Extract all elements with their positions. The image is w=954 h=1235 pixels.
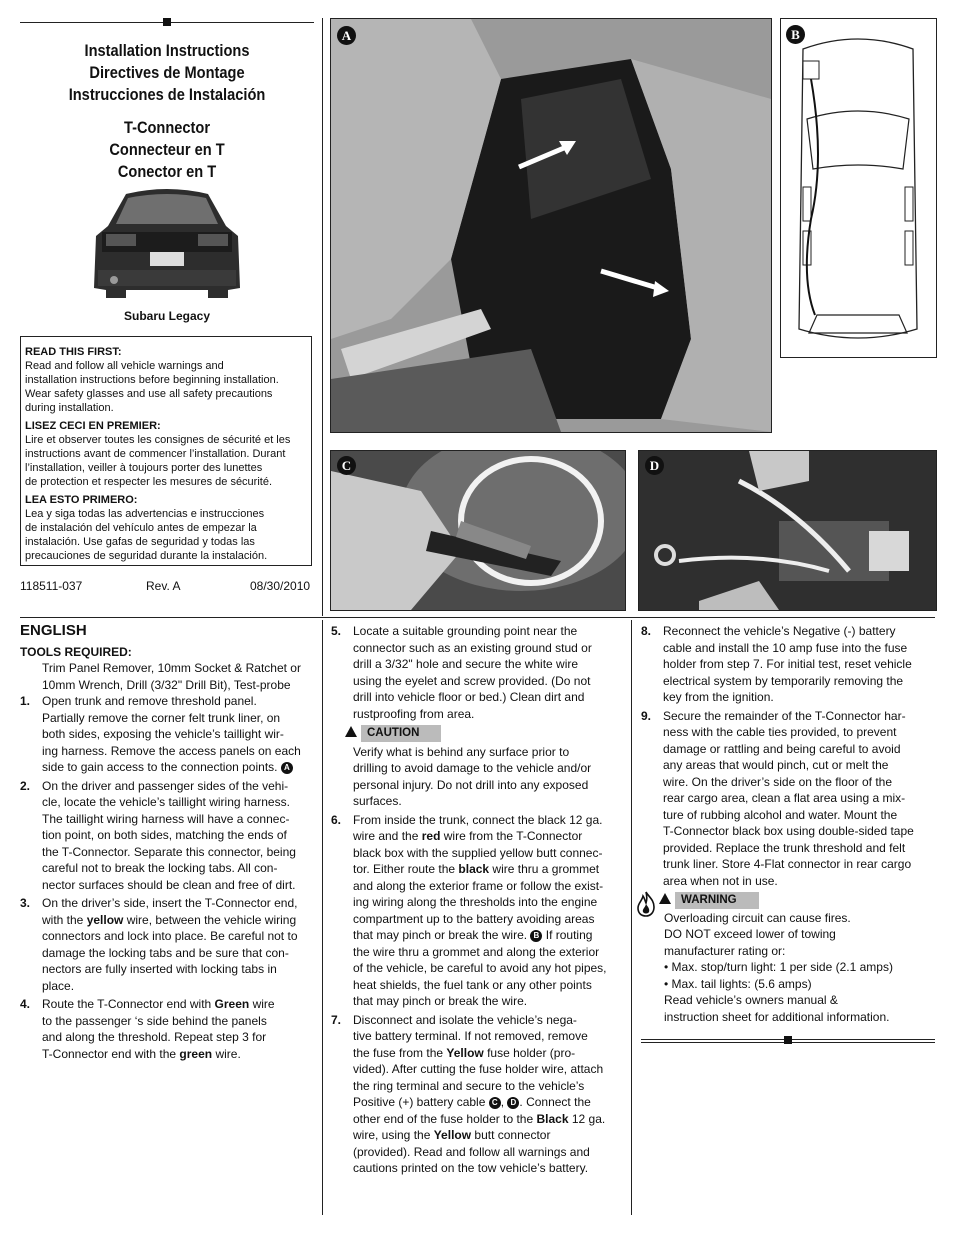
instructions-column-1: [20, 623, 314, 1064]
step-text: fuse holder (pro-: [483, 1045, 576, 1060]
step-line: rear cargo area, clean a flat area using a mix-: [663, 791, 906, 805]
step-line: key from the ignition.: [663, 690, 774, 704]
step-text: wire, between the vehicle wiring: [123, 912, 297, 927]
step-line: black box with the supplied yellow butt connec-: [353, 845, 603, 860]
step-line: of the vehicle, be careful to avoid any hot pipes,: [353, 961, 607, 975]
caution-line: personal injury. Do not drill into any exposed: [353, 777, 589, 792]
step-line: damage the locking tabs and be sure that con-: [42, 945, 289, 960]
step-emphasis: Yellow: [446, 1045, 484, 1060]
caution-block: [331, 724, 625, 810]
step-line: From inside the trunk, connect the black 12 ga.: [353, 812, 603, 827]
step-line: Partially remove the corner felt trunk liner, on: [42, 710, 281, 725]
tools-line: Trim Panel Remover, 10mm Socket & Ratchet or: [42, 661, 301, 675]
step-text: wire: [249, 997, 275, 1011]
read-first-fr-line: l’installation, veiller à toujours porter des lunettes: [25, 462, 263, 474]
column-divider-1: [322, 620, 323, 1215]
step-number: 6.: [331, 812, 342, 827]
warning-line: Overloading circuit can cause fires.: [664, 910, 851, 925]
read-first-es-line: Lea y siga todas las advertencias e instrucciones: [25, 508, 265, 520]
step-line: side to gain access to the connection points.: [42, 760, 278, 774]
warning-line: instruction sheet for additional information.: [664, 1009, 890, 1024]
header-divider: [322, 18, 323, 616]
caution-line: surfaces.: [353, 794, 402, 808]
step-text: ,: [500, 1095, 508, 1109]
step-6: [331, 812, 625, 1010]
step-line: tion point, on both sides, matching the ends of: [42, 828, 287, 842]
step-text: 12 ga.: [568, 1111, 606, 1126]
step-line: connector such as an existing ground stud or: [353, 640, 592, 655]
section-rule: [20, 617, 935, 618]
step-line: damage or rattling and being careful to avoid: [663, 741, 901, 756]
step-3: [20, 895, 314, 994]
step-text: If routing: [542, 928, 593, 942]
step-text: wire.: [212, 1046, 241, 1061]
step-line: drill into vehicle floor or bed.) Clean dirt and: [353, 690, 585, 704]
step-4: [20, 996, 314, 1062]
step-line: Disconnect and isolate the vehicle’s nega-: [353, 1012, 577, 1027]
figure-b-label: B: [786, 25, 805, 44]
step-number: 9.: [641, 708, 652, 723]
step-line: wire. On the driver’s side on the floor of the: [663, 774, 893, 789]
caution-label: CAUTION: [361, 725, 441, 742]
step-9: [641, 708, 935, 890]
read-first-en-line: installation instructions before beginning installation.: [25, 374, 279, 386]
step-7: [331, 1012, 625, 1177]
figure-d-label: D: [645, 456, 664, 475]
step-line: to the passenger ‘s side behind the panels: [42, 1013, 267, 1028]
step-line: that may pinch or break the wire.: [353, 994, 528, 1008]
step-text: wire, using the: [353, 1128, 434, 1142]
step-line: both sides, exposing the vehicle’s taillight wir-: [42, 727, 284, 741]
product-es: Conector en T: [117, 162, 217, 181]
read-first-fr-line: Lire et observer toutes les consignes de sécurité et les: [25, 434, 291, 446]
step-8: [641, 623, 935, 706]
step-number: 8.: [641, 624, 652, 638]
figure-a-photo: [330, 18, 772, 433]
instructions-column-3: [641, 623, 935, 1025]
step-line: compartment up to the battery avoiding areas: [353, 911, 595, 926]
step-line: ture of rubbing alcohol and water. Mount the: [663, 807, 898, 822]
step-line: nectors are fully inserted with locking tabs in: [42, 962, 277, 976]
warning-line: DO NOT exceed lower of towing: [664, 927, 836, 941]
warning-label: WARNING: [675, 892, 759, 909]
figure-c-label: C: [337, 456, 356, 475]
warning-icon: [659, 893, 671, 904]
revision: Rev. A: [146, 579, 181, 593]
instructions-column-2: [331, 623, 625, 1179]
read-first-heading-fr: LISEZ CECI EN PREMIER:: [25, 420, 161, 432]
step-line: any areas that would pinch, cut or melt the: [663, 758, 889, 772]
read-first-box: [20, 336, 312, 566]
date: 08/30/2010: [250, 579, 311, 593]
figure-c-photo: [330, 450, 626, 611]
step-emphasis: Yellow: [433, 1128, 472, 1142]
step-line: ing wiring along the thresholds into the engine: [353, 895, 598, 909]
read-first-fr-line: de protection et respecter les mesures de sécurité.: [25, 476, 273, 488]
read-first-es-line: instalación. Use gafas de seguridad y todas las: [25, 536, 255, 548]
title-fr: Directives de Montage: [89, 63, 245, 82]
step-text: Route the T-Connector end with: [42, 997, 215, 1011]
figure-a-illustration: [331, 19, 771, 432]
step-number: 1.: [20, 694, 31, 708]
step-line: tive battery terminal. If not removed, remove: [353, 1029, 588, 1043]
step-2: [20, 778, 314, 894]
step-line: vided). After cutting the fuse holder wire, attach: [353, 1062, 604, 1076]
step-text: that may pinch or break the wire.: [353, 928, 531, 942]
step-text: T-Connector end with the: [42, 1046, 180, 1061]
warning-block: [641, 891, 935, 1025]
step-line: connectors and lock into place. Be careful not to: [42, 929, 298, 943]
step-line: drill a 3/32" hole and secure the white wire: [353, 657, 579, 671]
step-line: holder from step 7. For initial test, reset vehicle: [663, 657, 912, 671]
step-text: Positive (+) battery cable: [353, 1095, 489, 1109]
tools-heading: TOOLS REQUIRED:: [20, 644, 132, 659]
step-text: butt connector: [471, 1128, 551, 1142]
figure-a-label: A: [337, 26, 356, 45]
step-text: wire and the: [353, 829, 422, 843]
read-first-en-line: Read and follow all vehicle warnings and: [25, 360, 224, 372]
step-line: Open trunk and remove threshold panel.: [42, 694, 257, 708]
step-line: using the eyelet and screw provided. (Do not: [353, 673, 591, 688]
step-line: (provided). Read and follow all warnings and: [353, 1144, 590, 1159]
warning-line: manufacturer rating or:: [664, 943, 786, 958]
step-line: the ring terminal and secure to the vehicle’s: [353, 1078, 585, 1093]
step-number: 7.: [331, 1012, 342, 1027]
read-first-en-line: Wear safety glasses and use all safety precautions: [25, 388, 273, 400]
step-line: cautions printed on the tow vehicle’s battery.: [353, 1161, 589, 1175]
step-line: On the driver’s side, insert the T-Connector end,: [42, 896, 298, 910]
step-line: electrical system by temporarily removing the: [663, 673, 904, 688]
figure-ref-d: D: [507, 1097, 519, 1109]
step-emphasis: yellow: [86, 912, 124, 927]
step-line: The taillight wiring harness will have a connec-: [42, 811, 290, 826]
warning-line: Read vehicle’s owners manual &: [664, 993, 838, 1007]
title-en: Installation Instructions: [84, 41, 250, 60]
step-line: ing harness. Remove the access panels on each: [42, 743, 301, 758]
step-line: Locate a suitable grounding point near the: [353, 624, 578, 638]
part-number: 118511-037: [20, 579, 83, 593]
step-line: trunk liner. Store 4-Flat connector in rear cargo: [663, 857, 912, 871]
read-first-en-line: during installation.: [25, 402, 114, 414]
step-text: wire thru a grommet: [489, 862, 600, 876]
step-emphasis: red: [421, 829, 441, 843]
step-text: wire from the T-Connector: [440, 829, 583, 843]
read-first-es-line: precauciones de seguridad durante la instalación.: [25, 550, 268, 562]
step-line: and along the threshold. Repeat step 3 for: [42, 1030, 267, 1044]
step-line: Reconnect the vehicle’s Negative (-) battery: [663, 624, 896, 638]
step-line: cle, locate the vehicle’s taillight wiring harness.: [42, 795, 290, 809]
caution-icon: [345, 726, 357, 737]
figure-d-photo: [638, 450, 937, 611]
step-number: 3.: [20, 896, 31, 910]
product-en: T-Connector: [123, 118, 211, 137]
step-text: the fuse from the: [353, 1045, 447, 1060]
caution-line: drilling to avoid damage to the vehicle and/or: [353, 761, 592, 775]
top-rule-marker: [163, 18, 171, 26]
step-emphasis: Black: [536, 1111, 569, 1126]
step-number: 4.: [20, 997, 31, 1011]
figure-b-car-diagram: [781, 19, 936, 357]
step-text: other end of the fuse holder to the: [353, 1111, 537, 1126]
warning-line: • Max. stop/turn light: 1 per side (2.1 amps): [664, 960, 893, 974]
product-fr: Connecteur en T: [109, 140, 225, 159]
figure-ref-a: A: [281, 762, 293, 774]
step-text: tor. Either route the: [353, 862, 459, 876]
step-line: On the driver and passenger sides of the vehi-: [42, 778, 289, 793]
tools-line: 10mm Wrench, Drill (3/32" Drill Bit), Test-probe: [42, 677, 291, 692]
step-line: place.: [42, 978, 75, 993]
step-line: nector surfaces should be clean and free of dirt.: [42, 877, 296, 892]
step-line: careful not to break the locking tabs. All con-: [42, 861, 278, 875]
step-number: 5.: [331, 624, 342, 638]
vehicle-caption: Subaru Legacy: [123, 309, 211, 323]
warning-line: • Max. tail lights: (5.6 amps): [664, 976, 812, 991]
step-line: the T-Connector. Separate this connector, being: [42, 844, 296, 859]
column-divider-2: [631, 620, 632, 1215]
read-first-heading-en: READ THIS FIRST:: [25, 346, 122, 358]
step-emphasis: Green: [214, 997, 250, 1011]
step-line: rustproofing from area.: [353, 706, 475, 721]
figure-ref-c: C: [489, 1097, 501, 1109]
step-line: heat shields, the fuel tank or any other points: [353, 977, 592, 992]
read-first-fr-line: instructions avant de commencer l’installation. Durant: [25, 448, 286, 460]
step-line: cable and install the 10 amp fuse into the fuse: [663, 640, 908, 655]
step-emphasis: black: [458, 862, 490, 876]
figure-b-diagram: [780, 18, 937, 358]
caution-line: Verify what is behind any surface prior to: [353, 744, 570, 759]
end-rule-marker: [784, 1036, 792, 1044]
figure-c-illustration: [331, 451, 625, 610]
figure-d-illustration: [639, 451, 936, 610]
read-first-es-line: de instalación del vehículo antes de empezar la: [25, 522, 257, 534]
step-line: Secure the remainder of the T-Connector har-: [663, 708, 906, 723]
step-line: area when not in use.: [663, 873, 778, 888]
step-emphasis: green: [179, 1046, 213, 1061]
step-line: provided. Replace the trunk threshold and felt: [663, 840, 906, 855]
figure-ref-b: B: [530, 930, 542, 942]
read-first-heading-es: LEA ESTO PRIMERO:: [25, 494, 138, 506]
step-line: ness with the cable ties provided, to prevent: [663, 725, 897, 739]
step-1: [20, 693, 314, 776]
step-line: and along the exterior frame or follow the exist-: [353, 878, 604, 893]
step-text: with the: [42, 912, 87, 927]
fire-icon: [635, 891, 657, 917]
vehicle-photo: [88, 186, 246, 308]
step-5: [331, 623, 625, 722]
title-es: Instrucciones de Instalación: [68, 85, 266, 104]
step-text: . Connect the: [519, 1095, 591, 1109]
language-heading: ENGLISH: [20, 622, 87, 639]
step-line: T-Connector black box using double-sided tape: [663, 824, 914, 838]
step-number: 2.: [20, 778, 31, 793]
step-line: the wire thru a grommet and along the exterior: [353, 944, 600, 959]
